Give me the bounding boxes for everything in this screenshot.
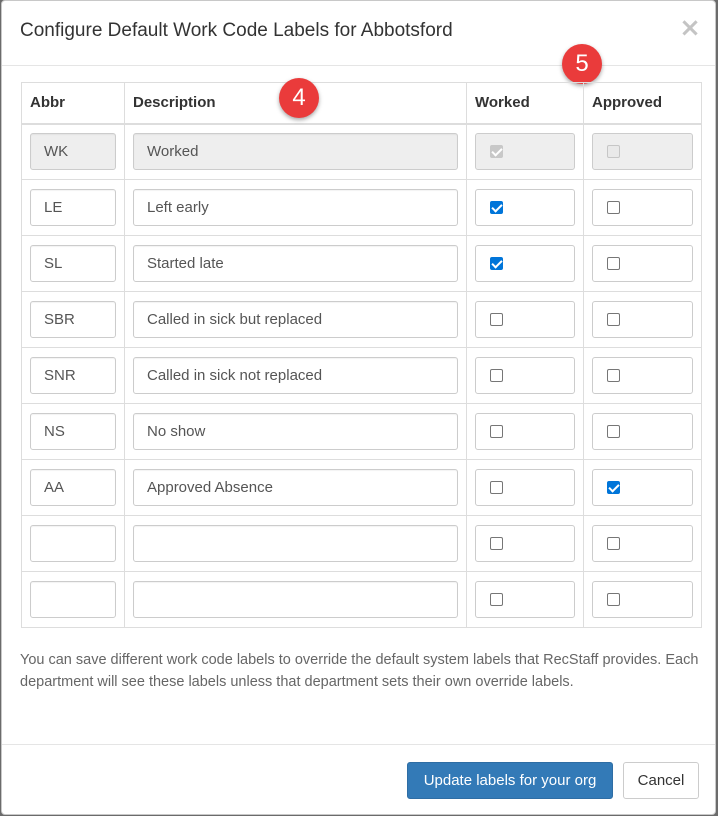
approved-checkbox[interactable] [607,425,620,438]
worked-checkbox-field [475,133,575,170]
description-cell [125,180,467,236]
description-input[interactable] [133,245,458,282]
worked-cell [467,348,584,404]
approved-cell [584,348,702,404]
description-input[interactable] [133,581,458,618]
approved-checkbox[interactable] [607,537,620,550]
worked-cell [467,516,584,572]
worked-cell [467,180,584,236]
abbr-input[interactable] [30,245,116,282]
approved-checkbox-field [592,469,693,506]
header-approved: Approved [584,83,702,124]
help-text: You can save different work code labels to override the default system labels that RecStaff provides. Each department will see these labels unless that department sets their own override labels. [20,652,699,690]
approved-cell [584,180,702,236]
worked-checkbox[interactable] [490,257,503,270]
abbr-cell [22,292,125,348]
description-input[interactable] [133,357,458,394]
abbr-cell [22,180,125,236]
table-row [22,348,702,404]
worked-cell [467,404,584,460]
abbr-cell [22,404,125,460]
approved-cell [584,460,702,516]
abbr-cell [22,516,125,572]
worked-checkbox[interactable] [490,481,503,494]
callout-badge-5: 5 [562,44,602,84]
worked-checkbox-field [475,357,575,394]
table-row [22,124,702,180]
approved-checkbox[interactable] [607,481,620,494]
close-icon[interactable]: × [679,13,701,43]
approved-checkbox[interactable] [607,313,620,326]
dialog-header [2,1,715,66]
worked-checkbox-field [475,245,575,282]
description-cell [125,516,467,572]
abbr-input [30,133,116,170]
table-row [22,404,702,460]
abbr-cell [22,460,125,516]
description-cell [125,460,467,516]
abbr-input[interactable] [30,581,116,618]
worked-checkbox[interactable] [490,537,503,550]
description-input [133,133,458,170]
approved-checkbox-field [592,133,693,170]
callout-badge-4: 4 [279,78,319,118]
table-row [22,572,702,628]
description-input[interactable] [133,301,458,338]
worked-checkbox[interactable] [490,369,503,382]
approved-cell [584,124,702,180]
description-cell [125,404,467,460]
worked-cell [467,124,584,180]
abbr-input[interactable] [30,357,116,394]
approved-cell [584,236,702,292]
description-input[interactable] [133,413,458,450]
worked-checkbox[interactable] [490,201,503,214]
worked-cell [467,292,584,348]
approved-cell [584,292,702,348]
abbr-input[interactable] [30,469,116,506]
worked-checkbox-field [475,301,575,338]
worked-checkbox-field [475,189,575,226]
description-cell [125,292,467,348]
approved-cell [584,516,702,572]
approved-checkbox-field [592,301,693,338]
work-code-table [21,82,702,628]
approved-checkbox[interactable] [607,593,620,606]
abbr-cell [22,236,125,292]
worked-cell [467,236,584,292]
table-body [22,124,702,628]
table-row [22,460,702,516]
description-cell [125,124,467,180]
worked-cell [467,460,584,516]
abbr-input[interactable] [30,413,116,450]
approved-checkbox[interactable] [607,257,620,270]
worked-checkbox-field [475,413,575,450]
dialog-title: Configure Default Work Code Labels for Abbotsford [20,20,453,41]
abbr-cell [22,348,125,404]
abbr-input[interactable] [30,525,116,562]
abbr-cell [22,572,125,628]
table-header-row [22,83,702,124]
worked-checkbox[interactable] [490,313,503,326]
worked-checkbox-field [475,525,575,562]
table-row [22,236,702,292]
dialog-footer [2,744,715,816]
approved-checkbox-field [592,525,693,562]
worked-checkbox [490,145,503,158]
worked-checkbox-field [475,469,575,506]
cancel-button[interactable]: Cancel [623,762,699,799]
abbr-cell [22,124,125,180]
approved-cell [584,404,702,460]
approved-cell [584,572,702,628]
header-abbr: Abbr [22,83,125,124]
description-input[interactable] [133,525,458,562]
approved-checkbox-field [592,245,693,282]
description-cell [125,236,467,292]
description-input[interactable] [133,189,458,226]
approved-checkbox[interactable] [607,201,620,214]
worked-checkbox[interactable] [490,425,503,438]
configure-labels-dialog [1,0,716,815]
worked-checkbox[interactable] [490,593,503,606]
approved-checkbox[interactable] [607,369,620,382]
approved-checkbox-field [592,357,693,394]
description-input[interactable] [133,469,458,506]
header-description: Description [125,83,467,124]
table-row [22,180,702,236]
header-worked: Worked [467,83,584,124]
table-row [22,516,702,572]
worked-cell [467,572,584,628]
approved-checkbox-field [592,413,693,450]
approved-checkbox-field [592,581,693,618]
update-labels-button[interactable]: Update labels for your org [407,762,613,799]
worked-checkbox-field [475,581,575,618]
approved-checkbox [607,145,620,158]
description-cell [125,348,467,404]
approved-checkbox-field [592,189,693,226]
abbr-input[interactable] [30,189,116,226]
description-cell [125,572,467,628]
abbr-input[interactable] [30,301,116,338]
table-row [22,292,702,348]
